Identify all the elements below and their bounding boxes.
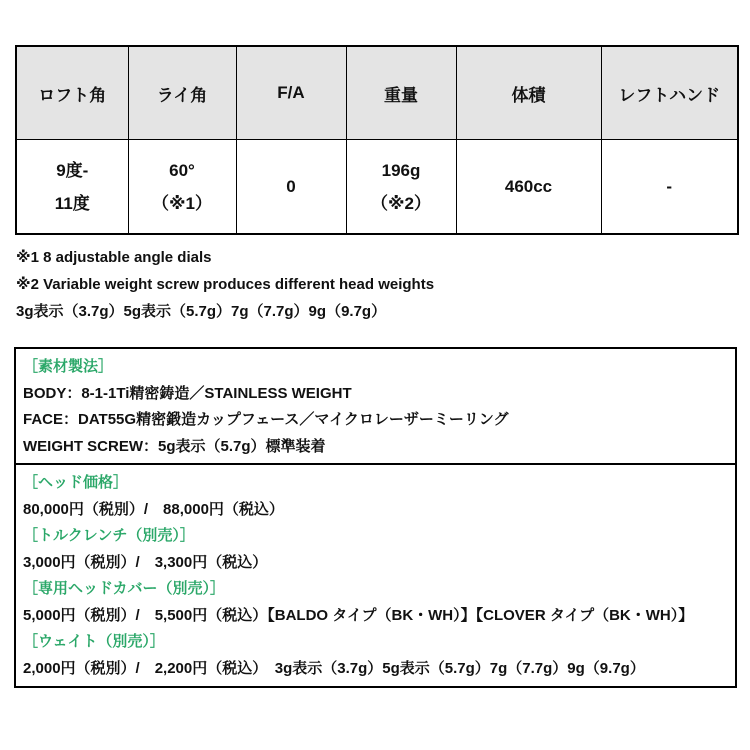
header-loft-angle: ロフト角 <box>16 46 128 140</box>
cell-line: 460cc <box>504 177 553 196</box>
cell-line: 60° <box>169 160 195 180</box>
footnote-2: ※2 Variable weight screw produces different head weights <box>16 276 435 293</box>
cell-fa <box>236 140 346 235</box>
cell-left-hand <box>601 140 738 235</box>
cell-line: 11度 <box>54 193 90 213</box>
cell-loft-angle <box>16 140 128 235</box>
spec-value-row <box>16 140 738 235</box>
materials-title: ［素材製法］ <box>23 358 114 375</box>
head-cover-label: ［専用ヘッドカバー（別売）］ <box>23 580 226 597</box>
spec-header-row <box>16 46 738 140</box>
materials-body-line: BODY：8-1-1Ti精密鋳造／STAINLESS WEIGHT <box>23 384 352 402</box>
cell-volume <box>456 140 601 235</box>
head-cover-text: 5,000円（税別）/ 5,500円（税込）【BALDO タイプ（BK・WH）】【CLOVER タイプ（BK・WH）】 <box>23 606 694 624</box>
weight-option-label: ［ウェイト（別売）］ <box>23 633 165 650</box>
footnotes <box>16 244 736 325</box>
cell-line: （※2） <box>371 193 431 213</box>
footnote-weight-options: 3g表示（3.7g）5g表示（5.7g）7g（7.7g）9g（9.7g） <box>16 303 387 320</box>
spec-table <box>15 45 739 235</box>
head-price-label: ［ヘッド価格］ <box>23 474 129 491</box>
footnote-1: ※1 8 adjustable angle dials <box>16 249 212 266</box>
cell-lie-angle <box>128 140 236 235</box>
head-price-text: 80,000円（税別）/ 88,000円（税込） <box>23 500 284 518</box>
materials-box <box>14 347 737 466</box>
cell-line: 0 <box>286 177 296 196</box>
cell-line: （※1） <box>152 193 212 213</box>
cell-line: 196g <box>381 160 421 180</box>
torque-wrench-label: ［トルクレンチ（別売）］ <box>23 527 195 544</box>
cell-weight <box>346 140 456 235</box>
price-box <box>14 463 737 688</box>
header-left-hand: レフトハンド <box>601 46 738 140</box>
header-fa: F/A <box>236 46 346 140</box>
header-volume: 体積 <box>456 46 601 140</box>
weight-option-text: 2,000円（税別）/ 2,200円（税込） 3g表示（3.7g）5g表示（5.7g）7g（7.7g）9g（9.7g） <box>23 659 645 677</box>
torque-wrench-text: 3,000円（税別）/ 3,300円（税込） <box>23 553 268 571</box>
cell-line: - <box>666 177 673 196</box>
materials-face-line: FACE：DAT55G精密鍛造カップフェース／マイクロレーザーミーリング <box>23 411 509 428</box>
materials-weight-screw-line: WEIGHT SCREW：5g表示（5.7g）標準装着 <box>23 437 326 455</box>
header-weight: 重量 <box>346 46 456 140</box>
cell-line: 9度- <box>56 160 89 180</box>
header-lie-angle: ライ角 <box>128 46 236 140</box>
